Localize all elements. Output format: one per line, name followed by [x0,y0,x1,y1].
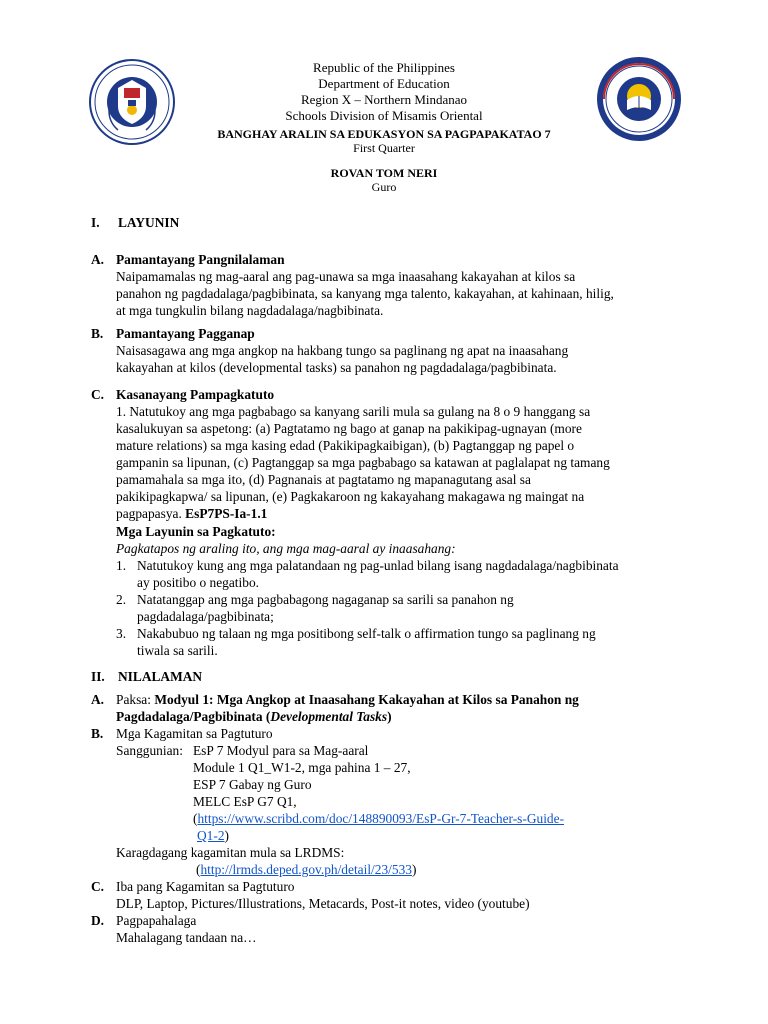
paren: ) [224,828,229,843]
scribd-link-cont[interactable]: Q1-2 [197,828,225,843]
header-region: Region X – Northern Mindanao [300,92,468,107]
text-line: Naipamamalas ng mag-aaral ang pag-unawa sa mga inaasahang kakayahan at kilos sa [116,269,576,284]
objective-3-text [137,625,677,659]
text-line: Natatanggap ang mga pagbabagong nagaganap sa sarili sa panahon ng [137,592,514,607]
sanggunian-label: Sanggunian: [116,743,183,758]
quarter-label: First Quarter [353,141,415,155]
header-department: Department of Education [318,76,450,91]
section-2-heading: NILALAMAN [118,669,203,684]
developmental-tasks-label: Developmental Tasks [270,709,388,724]
item-b-letter: B. [91,326,104,341]
item-b-letter: B. [91,726,104,741]
item-d-letter: D. [91,913,105,928]
item-a-letter: A. [91,692,105,707]
modyul-title-cont: Pagdadalaga/Pagbibinata ( [116,709,271,724]
iba-pang-kagamitan-text: DLP, Laptop, Pictures/Illustrations, Metacards, Post-it notes, video (youtube) [116,896,530,911]
text-line: kakayahan at kilos (developmental tasks) sa panahon ng pagdadalaga/pagbibinata. [116,360,557,375]
text-line: pakikipagkapwa/ sa lipunan, (e) Pagkakaroon ng kakayahang makagawa ng maingat na [116,489,585,504]
text-line: mature relations) sa mga kasing edad (Pakikipagkaibigan), (b) Pagtanggap ng papel o [116,438,575,453]
objective-3-number: 3. [116,626,127,641]
teacher-name: ROVAN TOM NERI [330,166,438,180]
iba-pang-kagamitan-title: Iba pang Kagamitan sa Pagtuturo [116,879,295,894]
text-line: 1. Natutukoy ang mga pagbabago sa kanyang sarili mula sa gulang na 8 o 9 hanggang sa [116,404,591,419]
paren: ) [411,862,417,877]
objectives-title: Mga Layunin sa Pagkatuto: [116,524,276,539]
text-line: Natutukoy kung ang mga palatandaan ng pag-unlad bilang isang nagdadalaga/nagbibinata [137,558,619,573]
pamantayang-pagganap-title: Pamantayang Pagganap [116,326,255,341]
lrdms-link-line [196,861,416,878]
pagpapahalaga-text: Mahalagang tandaan na… [116,930,257,945]
scribd-link-line-2 [197,827,229,844]
item-a-letter: A. [91,252,105,267]
objective-2-number: 2. [116,592,127,607]
objective-2-text [137,591,677,625]
text-line: panahon ng pagdadalaga/pagbibinata, sa kanyang mga talento, kakayahan, at kahinaan, hilig, [116,286,614,301]
text-line: Nakabubuo ng talaan ng mga positibong self-talk o affirmation tungo sa paglinang ng [137,626,596,641]
competency-code: EsP7PS-Ia-1.1 [185,506,268,521]
document-title: BANGHAY ARALIN SA EDUKASYON SA PAGPAPAKATAO 7 [217,127,551,141]
reference-3: ESP 7 Gabay ng Guro [193,777,312,792]
pamantayang-pagganap-text [116,342,677,376]
lrmds-link[interactable]: http://lrmds.deped.gov.ph/detail/23/533 [200,862,412,877]
pamantayang-pangnilalaman-text [116,268,677,319]
header-division: Schools Division of Misamis Oriental [285,108,483,123]
paren: ) [387,709,392,724]
section-1-heading: LAYUNIN [118,215,180,230]
objectives-intro: Pagkatapos ng araling ito, ang mga mag-aaral ay inaasahang: [116,541,456,556]
text-line: tiwala sa sarili. [137,643,218,658]
paren: ( [196,862,201,877]
text-line: pagdadalaga/pagbibinata; [137,609,274,624]
text-line: ay positibo o negatibo. [137,575,259,590]
objective-1-text [137,557,677,591]
paren: ( [193,811,198,826]
paksa-label: Paksa: [116,692,151,707]
section-2-number: II. [91,669,105,684]
modyul-title: Modyul 1: Mga Angkop at Inaasahang Kakayahan at Kilos sa Panahon ng [154,692,579,707]
kasanayang-pampagkatuto-title: Kasanayang Pampagkatuto [116,387,275,402]
paksa-text [116,691,677,725]
pamantayang-pangnilalaman-title: Pamantayang Pangnilalaman [116,252,285,267]
item-c-letter: C. [91,387,105,402]
scribd-link[interactable]: https://www.scribd.com/doc/148890093/EsP-Gr-7-Teacher-s-Guide- [197,811,565,826]
text-line: pagpapasya. [116,506,182,521]
pagpapahalaga-title: Pagpapahalaga [116,913,197,928]
text-line: pamamahala sa mga ito, (d) Pagnanais at pagtatamo ng mapanagutang asal sa [116,472,531,487]
text-line: Naisasagawa ang mga angkop na hakbang tungo sa paglinang ng apat na inaasahang [116,343,569,358]
lrdms-label: Karagdagang kagamitan mula sa LRDMS: [116,845,345,860]
text-line: gampanin sa lipunan, (c) Pagtanggap sa mga pagbabago sa katawan at paglalapat ng tamang [116,455,610,470]
objective-1-number: 1. [116,558,127,573]
teacher-role: Guro [371,180,397,194]
reference-1: EsP 7 Modyul para sa Mag-aaral [193,743,369,758]
header-republic: Republic of the Philippines [313,60,455,75]
item-c-letter: C. [91,879,105,894]
kasanayang-pampagkatuto-text [116,403,677,522]
kagamitan-title: Mga Kagamitan sa Pagtuturo [116,726,273,741]
reference-4: MELC EsP G7 Q1, [193,794,297,809]
section-1-number: I. [91,215,100,230]
text-line: at mga tungkulin bilang nagdadalaga/nagbibinata. [116,303,384,318]
reference-2: Module 1 Q1_W1-2, mga pahina 1 – 27, [193,760,411,775]
scribd-link-line [193,810,564,827]
text-line: kasalukuyan sa aspetong: (a) Pagtatamo ng bago at ganap na pakikipag-ugnayan (more [116,421,582,436]
